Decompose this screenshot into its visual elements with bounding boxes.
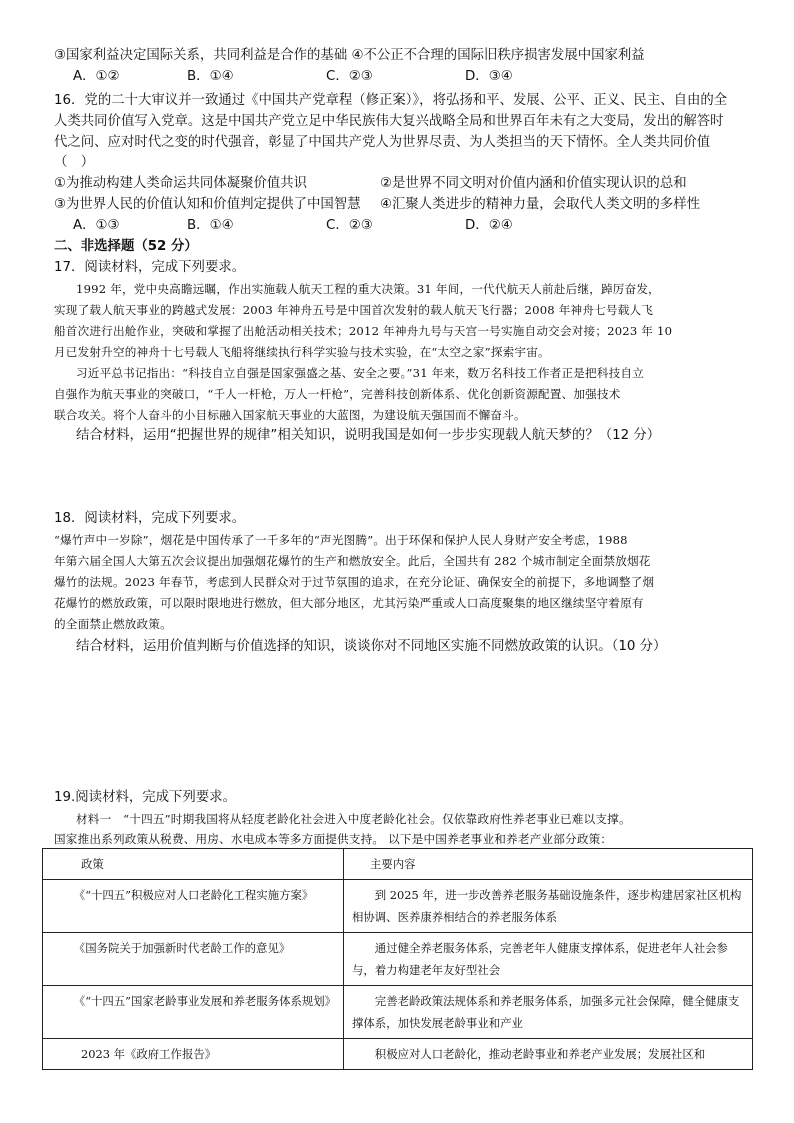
q17-material-line: 船首次进行出舱作业，突破和掌握了出舱活动相关技术；2012 年神舟九号与天宫一号实施自动交会对接；2023 年 10 <box>54 324 673 338</box>
table-row <box>43 933 753 986</box>
q19-heading: 19.阅读材料，完成下列要求。 <box>54 790 236 805</box>
table-row <box>43 986 753 1039</box>
q19-material-line: 材料一 “十四五”时期我国将从轻度老龄化社会进入中度老龄化社会。仅依靠政府性养老事业已难以支撑。 <box>76 812 631 826</box>
section-heading: 二、非选择题（52 分） <box>54 239 198 254</box>
policy-table <box>42 848 753 1070</box>
table-cell-policy: 《国务院关于加强新时代老龄工作的意见》 <box>43 933 344 986</box>
table-cell-policy: 《“十四五”积极应对人口老龄化工程实施方案》 <box>43 880 344 933</box>
table-cell-content: 积极应对人口老龄化，推动老龄事业和养老产业发展；发展社区和 <box>344 1039 753 1070</box>
q16-option-a[interactable]: A．①③ <box>73 218 120 233</box>
q16-statement-1: ①为推动构建人类命运共同体凝聚价值共识 <box>54 176 308 191</box>
q17-material-line: 实现了载人航天事业的跨越式发展：2003 年神舟五号是中国首次发射的载人航天飞行器；2008 年神舟七号载人飞 <box>54 303 654 317</box>
table-cell-content: 完善老龄政策法规体系和养老服务体系，加强多元社会保障，健全健康支撑体系，加快发展老龄事业和产业 <box>344 986 753 1039</box>
q16-statement-3: ③为世界人民的价值认知和价值判定提供了中国智慧 <box>54 197 361 212</box>
q16-answer-blank: （ ） <box>54 155 95 170</box>
q18-material-line: 花爆竹的燃放政策，可以限时限地进行燃放，但大部分地区，尤其污染严重或人口高度聚集的地区继续坚守着原有 <box>54 596 644 610</box>
q17-material-line: 月已发射升空的神舟十七号载人飞船将继续执行科学实验与技术实验，在“太空之家”探索宇宙。 <box>54 345 550 359</box>
q15-statement-line: ③国家利益决定国际关系，共同利益是合作的基础 ④不公正不合理的国际旧秩序损害发展中国家利益 <box>54 48 645 63</box>
table-row <box>43 880 753 933</box>
table-cell-content: 通过健全养老服务体系，完善老年人健康支撑体系，促进老年人社会参与，着力构建老年友好型社会 <box>344 933 753 986</box>
q16-stem-line-1: 16．党的二十大审议并一致通过《中国共产党章程（修正案）》，将弘扬和平、发展、公平、正义、民主、自由的全 <box>54 93 728 108</box>
q17-task: 结合材料，运用“把握世界的规律”相关知识，说明我国是如何一步步实现载人航天梦的？（12 分） <box>76 428 661 443</box>
q16-statement-2: ②是世界不同文明对价值内涵和价值实现认识的总和 <box>380 176 687 191</box>
q16-stem-line-3: 代之问、应对时代之变的时代强音，彰显了中国共产党人为世界尽责、为人类担当的天下情怀。全人类共同价值 <box>54 135 711 150</box>
table-header-policy: 政策 <box>43 849 344 880</box>
table-header-row <box>43 849 753 880</box>
q16-option-c[interactable]: C．②③ <box>326 218 373 233</box>
q17-material-line: 1992 年，党中央高瞻远瞩，作出实施载人航天工程的重大决策。31 年间，一代代航天人前赴后继，踔厉奋发， <box>76 282 660 296</box>
q18-material-line: 年第六届全国人大第五次会议提出加强烟花爆竹的生产和燃放安全。此后，全国共有 282 个城市制定全面禁放烟花 <box>54 554 651 568</box>
q15-option-b[interactable]: B．①④ <box>187 69 234 84</box>
q15-option-d[interactable]: D．③④ <box>465 69 513 84</box>
table-cell-policy: 《“十四五”国家老龄事业发展和养老服务体系规划》 <box>43 986 344 1039</box>
table-header-content: 主要内容 <box>344 849 753 880</box>
table-cell-content: 到 2025 年，进一步改善养老服务基础设施条件，逐步构建居家社区机构相协调、医养康养相结合的养老服务体系 <box>344 880 753 933</box>
table-cell-policy: 2023 年《政府工作报告》 <box>43 1039 344 1070</box>
q15-option-a[interactable]: A．①② <box>73 69 120 84</box>
q18-material-line: 的全面禁止燃放政策。 <box>54 617 172 631</box>
q19-material-line: 国家推出系列政策从税费、用房、水电成本等多方面提供支持。 以下是中国养老事业和养老产业部分政策： <box>54 832 613 846</box>
q17-material-line: 自强作为航天事业的突破口，“千人一杆枪，万人一杆枪”，完善科技创新体系、优化创新资源配置、加强技术 <box>54 387 621 401</box>
q16-option-d[interactable]: D．②④ <box>465 218 513 233</box>
q16-option-b[interactable]: B．①④ <box>187 218 234 233</box>
q16-statement-4: ④汇聚人类进步的精神力量，会取代人类文明的多样性 <box>380 197 700 212</box>
q17-material-line: 联合攻关。将个人奋斗的小目标融入国家航天事业的大蓝图，为建设航天强国而不懈奋斗。 <box>54 408 526 422</box>
q18-task: 结合材料，运用价值判断与价值选择的知识，谈谈你对不同地区实施不同燃放政策的认识。（10 分） <box>76 639 667 654</box>
q16-stem-line-2: 人类共同价值写入党章。这是中国共产党立足中华民族伟大复兴战略全局和世界百年未有之大变局，发出的解答时 <box>54 114 724 129</box>
table-row <box>43 1039 753 1070</box>
q17-material-line: 习近平总书记指出：“科技自立自强是国家强盛之基、安全之要。”31 年来，数万名科技工作者正是把科技自立 <box>76 366 645 380</box>
q17-heading: 17．阅读材料，完成下列要求。 <box>54 260 246 275</box>
q18-heading: 18．阅读材料，完成下列要求。 <box>54 511 246 526</box>
q18-material-line: 爆竹的法规。2023 年春节，考虑到人民群众对于过节氛围的追求，在充分论证、确保安全的前提下，多地调整了烟 <box>54 575 655 589</box>
q18-material-line: “爆竹声中一岁除”，烟花是中国传承了一千多年的“声光图腾”。出于环保和保护人民人身财产安全考虑，1988 <box>54 533 628 547</box>
q15-option-c[interactable]: C．②③ <box>326 69 373 84</box>
